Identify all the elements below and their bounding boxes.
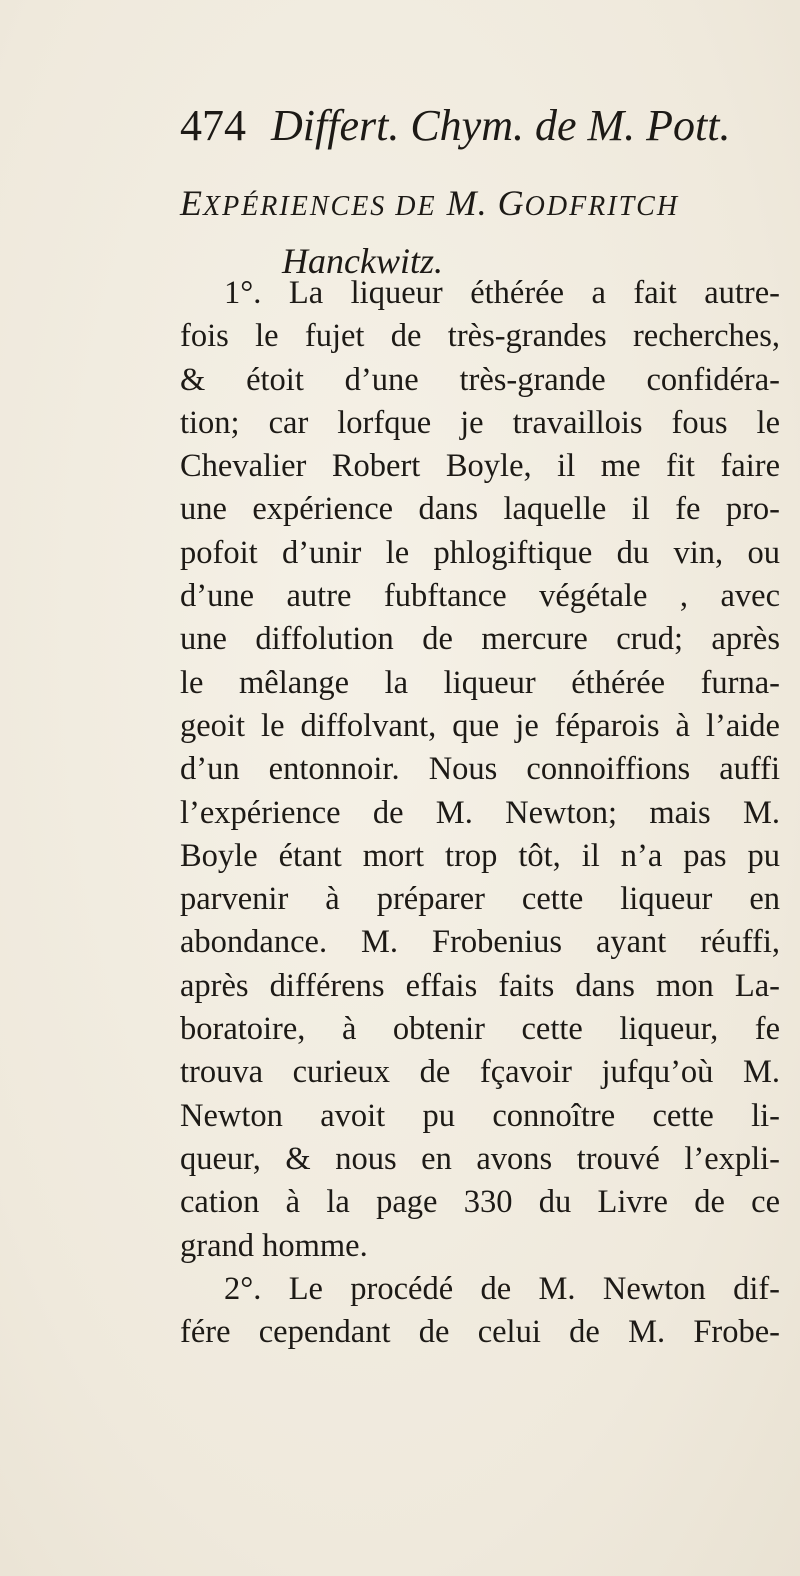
text-line: fois le fujet de très-grandes recherches,	[180, 318, 780, 355]
title-middle: M. G	[446, 183, 525, 223]
text-line: d’un entonnoir. Nous connoiffions auffi	[180, 751, 780, 788]
text-line: boratoire, à obtenir cette liqueur, fe	[180, 1011, 780, 1048]
text-line: 2°. Le procédé de M. Newton dif-	[224, 1270, 780, 1307]
text-line: & étoit d’une très-grande confidéra-	[180, 361, 780, 398]
text-line: geoit le diffolvant, que je féparois à l’aide	[180, 707, 780, 744]
title-smallcaps: XPÉRIENCES DE	[203, 191, 437, 222]
text-line: queur, & nous en avons trouvé l’expli-	[180, 1140, 780, 1177]
text-line: après différens effais faits dans mon La-	[180, 967, 780, 1004]
page-number: 474	[180, 101, 246, 150]
body-text	[180, 272, 780, 1354]
text-line: pofoit d’unir le phlogiftique du vin, ou	[180, 534, 780, 571]
section-subtitle: Hanckwitz.	[282, 241, 443, 281]
running-title: Differt. Chym. de M. Pott.	[271, 101, 731, 150]
text-line: fére cependant de celui de M. Frobe-	[180, 1314, 780, 1351]
running-header	[180, 100, 740, 160]
text-line: l’expérience de M. Newton; mais M.	[180, 794, 780, 831]
text-line: Newton avoit pu connoître cette li-	[180, 1097, 780, 1134]
text-line: grand homme.	[180, 1227, 368, 1264]
text-line: parvenir à préparer cette liqueur en	[180, 881, 780, 918]
text-line: cation à la page 330 du Livre de ce	[180, 1184, 780, 1221]
text-line: abondance. M. Frobenius ayant réuffi,	[180, 924, 780, 961]
text-line: le mêlange la liqueur éthérée furna-	[180, 664, 780, 701]
text-line: Chevalier Robert Boyle, il me fit faire	[180, 448, 780, 485]
text-line: trouva curieux de fçavoir jufqu’où M.	[180, 1054, 780, 1091]
text-line: d’une autre fubftance végétale , avec	[180, 578, 780, 615]
section-title	[180, 182, 780, 224]
text-line: une diffolution de mercure crud; après	[180, 621, 780, 658]
text-line: une expérience dans laquelle il fe pro-	[180, 491, 780, 528]
title-smallcaps-2: ODFRITCH	[524, 191, 680, 222]
text-line: 1°. La liqueur éthérée a fait autre-	[224, 275, 780, 311]
text-line: Boyle étant mort trop tôt, il n’a pas pu	[180, 837, 780, 874]
title-initial: E	[180, 183, 203, 223]
text-line: tion; car lorfque je travaillois fous le	[180, 404, 780, 441]
